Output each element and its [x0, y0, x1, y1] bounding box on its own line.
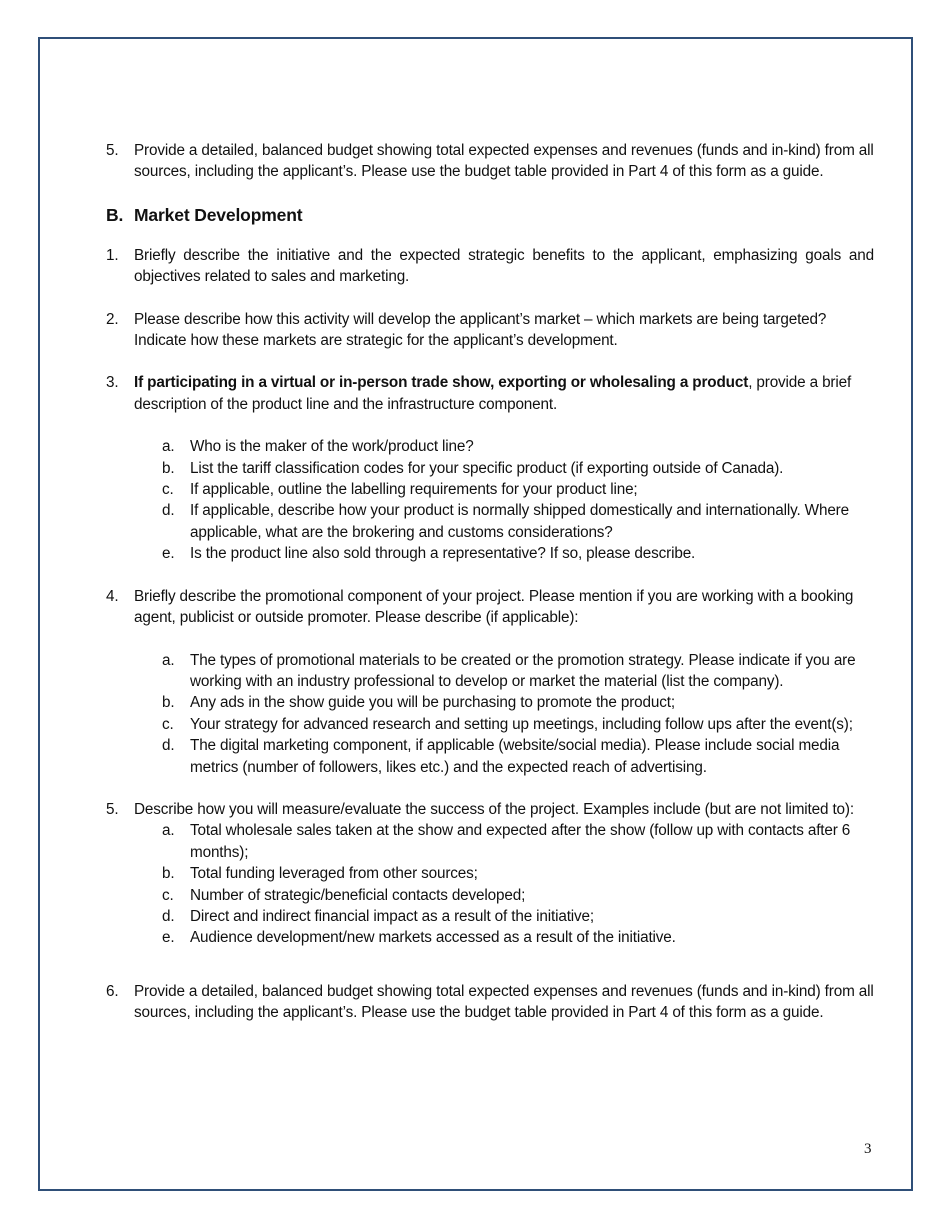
sub-item-5d — [162, 906, 874, 927]
sub-item-3d — [162, 500, 874, 543]
sub-item-3e — [162, 543, 874, 564]
sub-item-4c — [162, 714, 874, 735]
sub-letter: a. — [162, 651, 175, 669]
sub-letter: c. — [162, 481, 174, 499]
list-item-4 — [106, 586, 874, 629]
item-number: 6. — [106, 982, 119, 1000]
sub-text: List the tariff classification codes for your specific product (if exporting outside of Canada). — [190, 459, 784, 477]
sub-text: Who is the maker of the work/product line? — [190, 438, 474, 456]
item-text — [134, 372, 874, 415]
item-rest-text: , provide a brief description of the product line and the infrastructure component. — [134, 374, 852, 413]
list-item-5 — [106, 799, 874, 820]
sub-text: Total wholesale sales taken at the show and expected after the show (follow up with contacts after 6 months); — [190, 822, 851, 861]
list-item-3 — [106, 372, 874, 415]
sub-item-4a — [162, 650, 874, 693]
sub-letter: d. — [162, 502, 175, 520]
sub-item-5b — [162, 863, 874, 884]
sub-item-5c — [162, 885, 874, 906]
sub-letter: e. — [162, 545, 175, 563]
item-text: Please describe how this activity will develop the applicant’s market – which markets are being targeted? Indicate how these markets are strategic for the applicant’s development. — [134, 310, 827, 350]
list-item-top-5 — [106, 140, 874, 183]
sub-letter: b. — [162, 694, 175, 712]
sub-text: The types of promotional materials to be created or the promotion strategy. Please indicate if you are working with an industry professional to develop or market the material (list the company). — [190, 651, 856, 690]
item-number: 5. — [106, 142, 119, 159]
item-bold-text: If participating in a virtual or in-person trade show, exporting or wholesaling a product — [134, 374, 749, 392]
list-item-1 — [106, 245, 874, 288]
section-heading-b — [106, 203, 874, 227]
sub-text: If applicable, outline the labelling requirements for your product line; — [190, 481, 638, 499]
sub-item-5e — [162, 927, 874, 948]
item-number: 4. — [106, 587, 119, 605]
item-text: Describe how you will measure/evaluate the success of the project. Examples include (but are not limited to): — [134, 800, 854, 818]
item-text: Briefly describe the promotional component of your project. Please mention if you are working with a booking agent, publicist or outside promoter. Please describe (if applicable): — [134, 587, 854, 627]
sub-text: Any ads in the show guide you will be purchasing to promote the product; — [190, 694, 675, 712]
item-number: 3. — [106, 374, 119, 392]
sub-item-4d — [162, 735, 874, 778]
sub-text: Number of strategic/beneficial contacts developed; — [190, 886, 526, 904]
sub-item-5a — [162, 820, 874, 863]
sub-letter: c. — [162, 715, 174, 733]
sub-text: Your strategy for advanced research and setting up meetings, including follow ups after the event(s); — [190, 715, 853, 733]
sub-letter: d. — [162, 907, 175, 925]
item-number: 2. — [106, 310, 119, 328]
sub-text: Is the product line also sold through a representative? If so, please describe. — [190, 545, 696, 563]
sub-text: If applicable, describe how your product is normally shipped domestically and internationally. Where applicable, what are the brokering and customs considerations? — [190, 502, 849, 541]
item-text: Briefly describe the initiative and the expected strategic benefits to the applicant, emphasizing goals and objectives related to sales and marketing. — [134, 246, 874, 286]
sub-text: Direct and indirect financial impact as a result of the initiative; — [190, 907, 595, 925]
sub-item-3c — [162, 479, 874, 500]
sub-letter: d. — [162, 737, 175, 755]
sub-letter: a. — [162, 438, 175, 456]
sub-item-3b — [162, 458, 874, 479]
item-number: 1. — [106, 246, 119, 264]
section-letter: B. — [106, 204, 124, 225]
sub-letter: e. — [162, 929, 175, 947]
sub-item-3a — [162, 436, 874, 457]
sub-text: Audience development/new markets accessed as a result of the initiative. — [190, 929, 676, 947]
sub-letter: a. — [162, 822, 175, 840]
item-number: 5. — [106, 800, 119, 818]
sub-letter: b. — [162, 459, 175, 477]
sub-text: The digital marketing component, if applicable (website/social media). Please include social media metrics (number of followers, likes etc.) and the expected reach of advertising. — [190, 737, 840, 776]
sub-letter: c. — [162, 886, 174, 904]
item-text: Provide a detailed, balanced budget showing total expected expenses and revenues (funds and in-kind) from all sources, including the applicant’s. Please use the budget table provided in Part 4 of this form as a guide. — [134, 142, 874, 181]
page-number: 3 — [864, 1141, 872, 1157]
section-title: Market Development — [134, 204, 303, 225]
list-item-6 — [106, 981, 874, 1024]
item-text: Provide a detailed, balanced budget showing total expected expenses and revenues (funds and in-kind) from all sources, including the applicant’s. Please use the budget table provided in Part 4 of this form as a guide. — [134, 982, 874, 1022]
sub-text: Total funding leveraged from other sources; — [190, 865, 478, 883]
document-body — [106, 140, 874, 1024]
sub-letter: b. — [162, 865, 175, 883]
sub-item-4b — [162, 692, 874, 713]
list-item-2 — [106, 309, 874, 352]
